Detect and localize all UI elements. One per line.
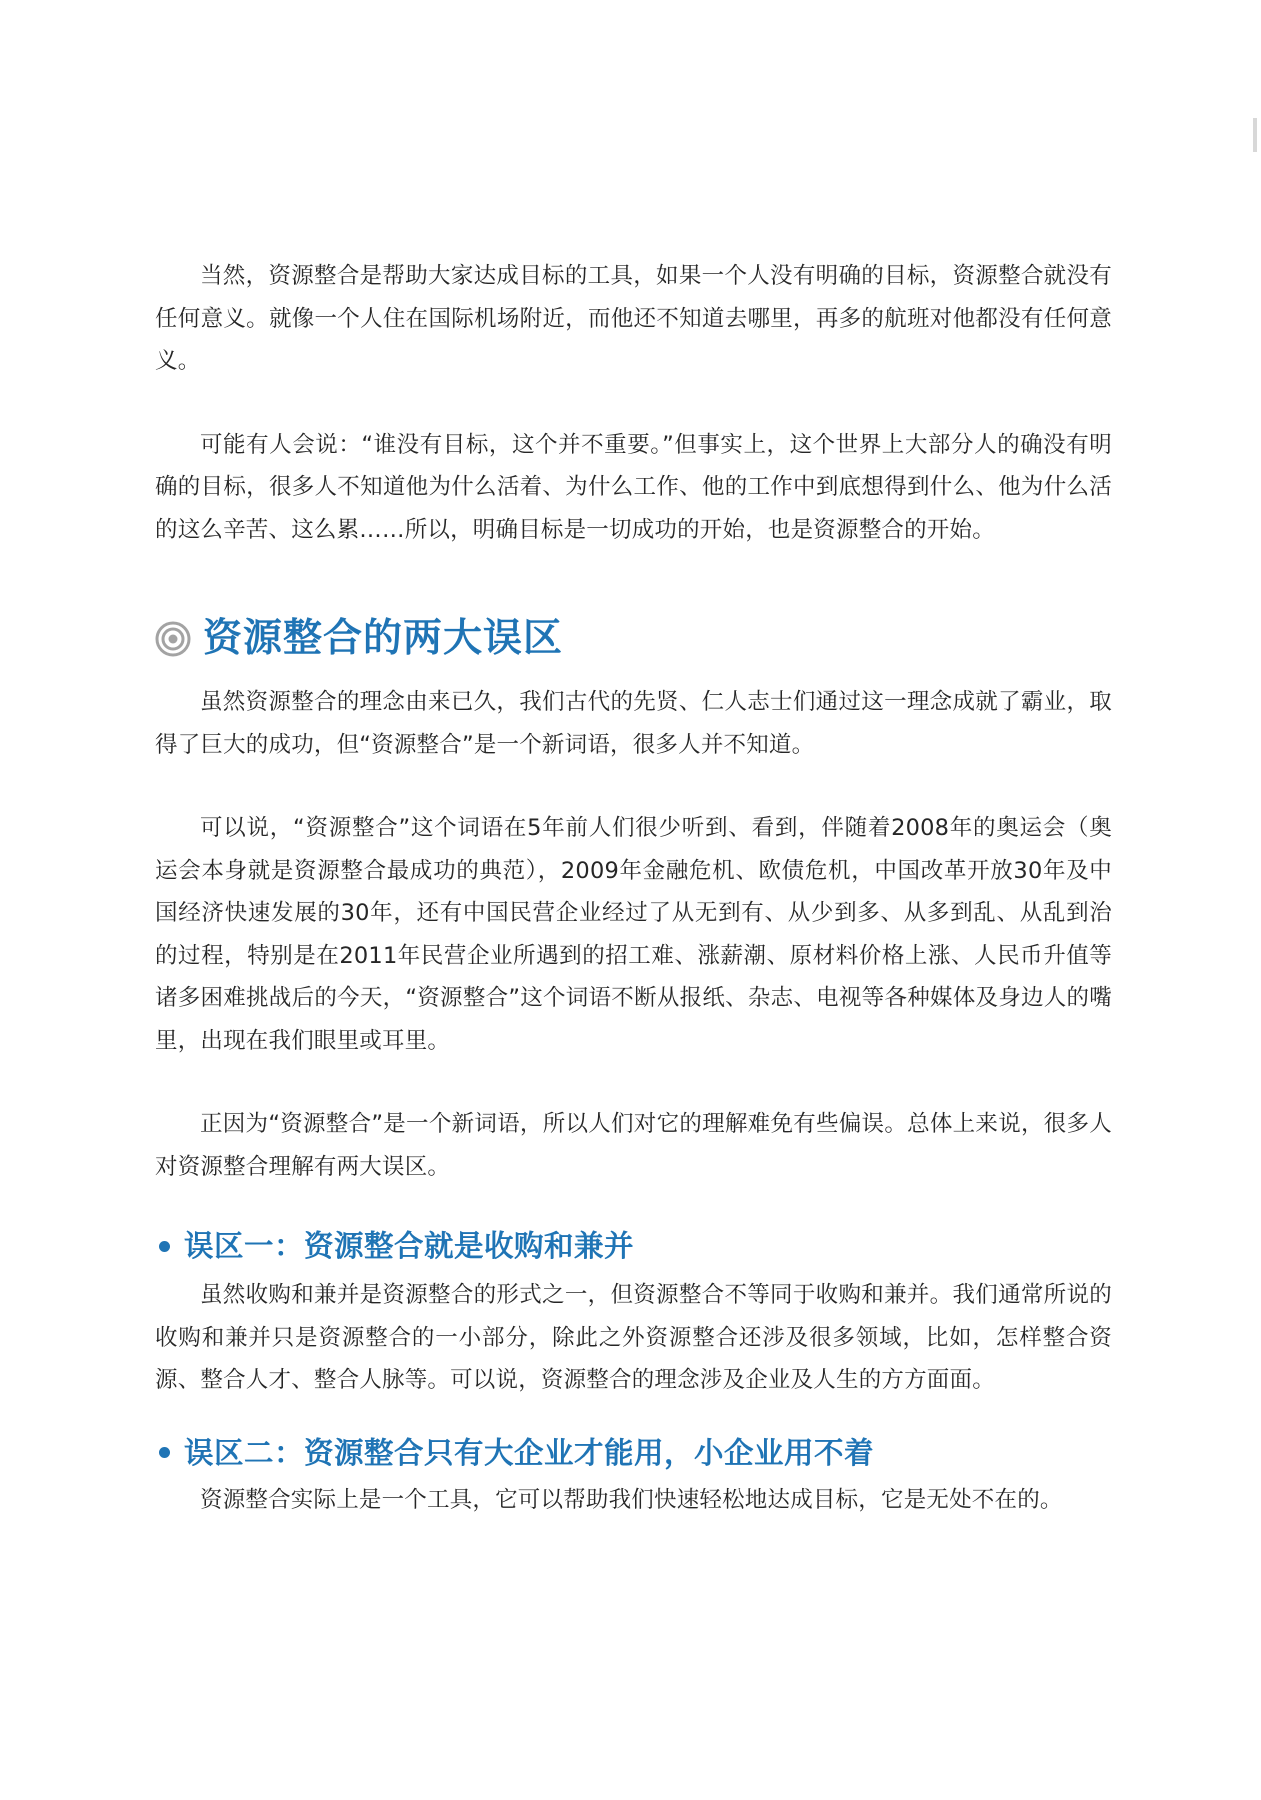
intro-paragraph-2: 可能有人会说：“谁没有目标，这个并不重要。”但事实上，这个世界上大部分人的确没有明确的目标，很多人不知道他为什么活着、为什么工作、他的工作中到底想得到什么、他为什么活的这么辛苦、这么累……所以，明确目标是一切成功的开始，也是资源整合的开始。 — [155, 431, 1112, 543]
page-edge-mark — [1253, 118, 1257, 152]
target-circle-icon — [155, 621, 191, 657]
misconception-heading-1 — [155, 1223, 1112, 1269]
section-paragraph-3: 正因为“资源整合”是一个新词语，所以人们对它的理解难免有些偏误。总体上来说，很多人对资源整合理解有两大误区。 — [155, 1111, 1112, 1180]
misconception-body-1: 虽然收购和兼并是资源整合的形式之一，但资源整合不等同于收购和兼并。我们通常所说的收购和兼并只是资源整合的一小部分，除此之外资源整合还涉及很多领域，比如，怎样整合资源、整合人才、整合人脉等。可以说，资源整合的理念涉及企业及人生的方方面面。 — [155, 1282, 1112, 1393]
intro-paragraph-1: 当然，资源整合是帮助大家达成目标的工具，如果一个人没有明确的目标，资源整合就没有任何意义。就像一个人住在国际机场附近，而他还不知道去哪里，再多的航班对他都没有任何意义。 — [155, 263, 1112, 374]
bullet-dot-icon — [159, 1241, 170, 1252]
misconception-title-2: 误区二：资源整合只有大企业才能用，小企业用不着 — [184, 1435, 875, 1470]
section-paragraph-1: 虽然资源整合的理念由来已久，我们古代的先贤、仁人志士们通过这一理念成就了霸业，取得了巨大的成功，但“资源整合”是一个新词语，很多人并不知道。 — [155, 689, 1112, 758]
section-heading — [155, 611, 1112, 667]
misconception-title-1: 误区一：资源整合就是收购和兼并 — [184, 1229, 635, 1263]
section-title: 资源整合的两大误区 — [203, 616, 564, 661]
bullet-dot-icon — [159, 1447, 170, 1458]
section-paragraph-2: 可以说，“资源整合”这个词语在5年前人们很少听到、看到，伴随着2008年的奥运会（奥运会本身就是资源整合最成功的典范），2009年金融危机、欧债危机，中国改革开放30年及中国经济快速发展的30年，还有中国民营企业经过了从无到有、从少到多、从多到乱、从乱到治的过程，特别是在2011年民营企业所遇到的招工难、涨薪潮、原材料价格上涨、人民币升值等诸多困难挑战后的今天，“资源整合”这个词语不断从报纸、杂志、电视等各种媒体及身边人的嘴里，出现在我们眼里或耳里。 — [155, 815, 1112, 1054]
document-content — [155, 255, 1112, 1521]
misconception-body-2: 资源整合实际上是一个工具，它可以帮助我们快速轻松地达成目标，它是无处不在的。 — [200, 1486, 1063, 1513]
misconception-heading-2 — [155, 1430, 1112, 1476]
